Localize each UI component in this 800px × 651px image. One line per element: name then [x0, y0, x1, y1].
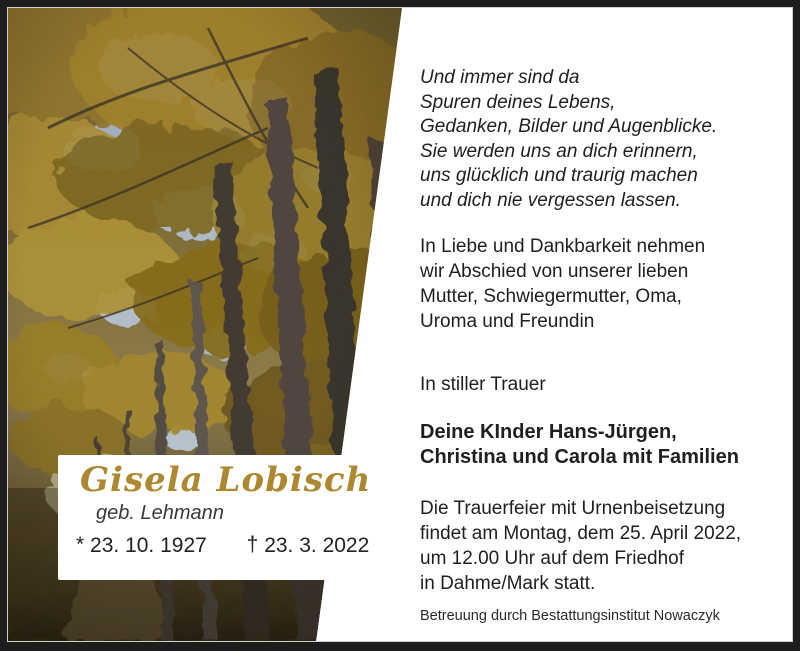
life-dates: [76, 534, 376, 558]
birth-star-symbol: *: [76, 533, 85, 556]
death-date-group: [247, 534, 370, 557]
poem-line: Sie werden uns an dich erinnern,: [420, 140, 698, 162]
family-line: Christina und Carola mit Familien: [420, 446, 739, 468]
funeral-home-credit: Betreuung durch Bestattungsinstitut Nowaczyk: [420, 608, 720, 624]
poem-line: Und immer sind da: [420, 67, 580, 88]
tribute-line: wir Abschied von unserer lieben: [420, 261, 689, 282]
tribute-paragraph: [420, 234, 705, 334]
name-box: [58, 455, 376, 580]
birth-date: 23. 10. 1927: [90, 534, 207, 557]
text-column: [420, 8, 780, 641]
memorial-poem: [420, 66, 717, 213]
tribute-line: In Liebe und Dankbarkeit nehmen: [420, 236, 706, 257]
funeral-details: [420, 496, 741, 596]
poem-line: und dich nie vergessen lassen.: [420, 189, 681, 211]
poem-line: Spuren deines Lebens,: [420, 91, 616, 113]
poem-line: Gedanken, Bilder und Augenblicke.: [420, 116, 718, 137]
funeral-line: in Dahme/Mark statt.: [420, 573, 596, 594]
death-cross-symbol: †: [246, 533, 259, 556]
family-line: Deine KInder Hans-Jürgen,: [420, 421, 677, 443]
family-names: [420, 420, 739, 470]
poem-line: uns glücklich und traurig machen: [420, 165, 698, 186]
funeral-line: findet am Montag, dem 25. April 2022,: [420, 523, 742, 544]
notice-content: [8, 8, 792, 641]
deceased-name: Gisela Lobisch: [80, 460, 372, 500]
maiden-name: geb. Lehmann: [96, 502, 224, 524]
funeral-line: Die Trauerfeier mit Urnenbeisetzung: [420, 498, 726, 519]
mourning-line: In stiller Trauer: [420, 374, 546, 395]
tribute-line: Uroma und Freundin: [420, 311, 595, 332]
funeral-line: um 12.00 Uhr auf dem Friedhof: [420, 548, 685, 569]
death-date: 23. 3. 2022: [264, 534, 370, 557]
birth-date-group: [76, 533, 207, 557]
tribute-line: Mutter, Schwiegermutter, Oma,: [420, 286, 682, 307]
